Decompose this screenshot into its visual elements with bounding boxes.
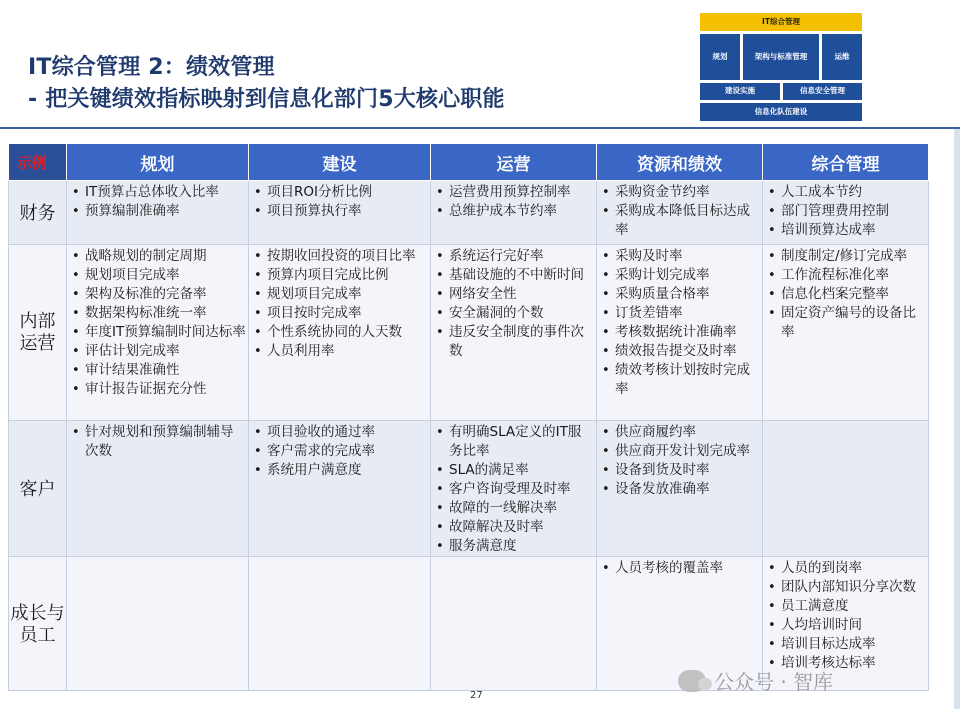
kpi-item: • 项目按时完成率 xyxy=(249,304,428,323)
kpi-item: • 员工满意度 xyxy=(763,597,926,616)
kpi-list xyxy=(67,247,248,399)
title-line-1: IT综合管理 2：绩效管理 xyxy=(28,55,275,80)
cell-construction xyxy=(249,421,431,557)
example-label: 示例 xyxy=(9,144,67,181)
wechat-icon xyxy=(678,670,706,692)
kpi-item: • 总维护成本节约率 xyxy=(431,202,594,221)
kpi-item: • 绩效报告提交及时率 xyxy=(597,342,760,361)
row-label: 内部运营 xyxy=(9,245,67,421)
cell-resources-performance xyxy=(597,245,763,421)
side-strip xyxy=(954,129,960,709)
kpi-item: • 故障解决及时率 xyxy=(431,518,594,537)
kpi-item: • 客户咨询受理及时率 xyxy=(431,480,594,499)
kpi-list xyxy=(763,247,928,342)
kpi-item: • 服务满意度 xyxy=(431,537,594,556)
kpi-list xyxy=(249,423,430,480)
row-finance xyxy=(9,181,929,245)
kpi-item: • 项目预算执行率 xyxy=(249,202,428,221)
kpi-item: • 设备发放准确率 xyxy=(597,480,760,499)
kpi-item: • 系统运行完好率 xyxy=(431,247,594,266)
mini-col1: 规划 xyxy=(700,34,740,80)
page-number: 27 xyxy=(470,690,483,701)
cell-operations xyxy=(431,181,597,245)
mini-row3: 信息化队伍建设 xyxy=(700,103,862,121)
header-row xyxy=(9,144,929,181)
cell-general-management xyxy=(763,245,929,421)
kpi-item: • 人工成本节约 xyxy=(763,183,926,202)
kpi-item: • 评估计划完成率 xyxy=(67,342,246,361)
kpi-item: • 订货差错率 xyxy=(597,304,760,323)
mini-col3: 运维 xyxy=(822,34,862,80)
kpi-item: • 制度制定/修订完成率 xyxy=(763,247,926,266)
kpi-item: • 客户需求的完成率 xyxy=(249,442,428,461)
kpi-item: • SLA的满足率 xyxy=(431,461,594,480)
kpi-item: • 按期收回投资的项目比率 xyxy=(249,247,428,266)
kpi-item: • 故障的一线解决率 xyxy=(431,499,594,518)
kpi-item: • 安全漏洞的个数 xyxy=(431,304,594,323)
kpi-item: • 规划项目完成率 xyxy=(67,266,246,285)
kpi-item: • 预算编制准确率 xyxy=(67,202,246,221)
kpi-item: • 采购计划完成率 xyxy=(597,266,760,285)
title-line-2: - 把关键绩效指标映射到信息化部门5大核心职能 xyxy=(28,87,505,112)
kpi-item: • 绩效考核计划按时完成率 xyxy=(597,361,760,399)
kpi-item: • 信息化档案完整率 xyxy=(763,285,926,304)
kpi-list xyxy=(763,183,928,240)
kpi-item: • 有明确SLA定义的IT服务比率 xyxy=(431,423,594,461)
kpi-list xyxy=(597,559,762,578)
kpi-item: • 项目ROI分析比例 xyxy=(249,183,428,202)
kpi-item: • 培训预算达成率 xyxy=(763,221,926,240)
cell-planning xyxy=(67,421,249,557)
watermark xyxy=(678,666,833,695)
kpi-item: • 基础设施的不中断时间 xyxy=(431,266,594,285)
kpi-list xyxy=(431,247,596,361)
kpi-item: • 采购成本降低目标达成率 xyxy=(597,202,760,240)
kpi-item: • 审计报告证据充分性 xyxy=(67,380,246,399)
header-operations: 运营 xyxy=(431,144,597,181)
cell-general-management xyxy=(763,181,929,245)
cell-resources-performance xyxy=(597,181,763,245)
kpi-list xyxy=(67,183,248,221)
page-title xyxy=(28,52,505,116)
cell-planning xyxy=(67,245,249,421)
kpi-item: • 项目验收的通过率 xyxy=(249,423,428,442)
kpi-item: • 供应商履约率 xyxy=(597,423,760,442)
kpi-item: • 采购质量合格率 xyxy=(597,285,760,304)
cell-operations xyxy=(431,245,597,421)
cell-operations xyxy=(431,557,597,691)
kpi-item: • 违反安全制度的事件次数 xyxy=(431,323,594,361)
kpi-item: • 系统用户满意度 xyxy=(249,461,428,480)
kpi-item: • 人员的到岗率 xyxy=(763,559,926,578)
kpi-item: • 供应商开发计划完成率 xyxy=(597,442,760,461)
it-management-mini-diagram xyxy=(700,13,862,121)
row-label: 成长与员工 xyxy=(9,557,67,691)
kpi-item: • 数据架构标准统一率 xyxy=(67,304,246,323)
kpi-item: • 工作流程标准化率 xyxy=(763,266,926,285)
kpi-item: • 规划项目完成率 xyxy=(249,285,428,304)
header-resources-performance: 资源和绩效 xyxy=(597,144,763,181)
header-construction: 建设 xyxy=(249,144,431,181)
header-general-management: 综合管理 xyxy=(763,144,929,181)
kpi-item: • 网络安全性 xyxy=(431,285,594,304)
row-label: 客户 xyxy=(9,421,67,557)
kpi-list xyxy=(431,423,596,556)
watermark-text: 公众号 · 智库 xyxy=(714,670,834,694)
cell-operations xyxy=(431,421,597,557)
row-internal-ops xyxy=(9,245,929,421)
cell-planning xyxy=(67,557,249,691)
kpi-item: • 年度IT预算编制时间达标率 xyxy=(67,323,246,342)
cell-planning xyxy=(67,181,249,245)
kpi-item: • 人均培训时间 xyxy=(763,616,926,635)
kpi-list xyxy=(597,423,762,499)
kpi-list xyxy=(67,423,248,461)
kpi-item: • 培训目标达成率 xyxy=(763,635,926,654)
kpi-item: • 团队内部知识分享次数 xyxy=(763,578,926,597)
kpi-item: • 设备到货及时率 xyxy=(597,461,760,480)
cell-construction xyxy=(249,245,431,421)
row-customer xyxy=(9,421,929,557)
kpi-list xyxy=(431,183,596,221)
kpi-list xyxy=(249,247,430,361)
kpi-list xyxy=(249,183,430,221)
kpi-item: • 采购及时率 xyxy=(597,247,760,266)
mini-col2: 架构与标准管理 xyxy=(743,34,819,80)
kpi-list xyxy=(597,183,762,240)
cell-construction xyxy=(249,181,431,245)
kpi-item: • 培训考核达标率 xyxy=(763,654,926,673)
kpi-item: • 固定资产编号的设备比率 xyxy=(763,304,926,342)
kpi-item: • 审计结果准确性 xyxy=(67,361,246,380)
kpi-list xyxy=(597,247,762,399)
kpi-list xyxy=(763,559,928,673)
kpi-item: • 战略规划的制定周期 xyxy=(67,247,246,266)
header-planning: 规划 xyxy=(67,144,249,181)
kpi-table xyxy=(8,143,929,691)
kpi-item: • 考核数据统计准确率 xyxy=(597,323,760,342)
kpi-item: • 架构及标准的完备率 xyxy=(67,285,246,304)
kpi-item: • 个性系统协同的人天数 xyxy=(249,323,428,342)
row-label: 财务 xyxy=(9,181,67,245)
kpi-item: • 运营费用预算控制率 xyxy=(431,183,594,202)
title-rule xyxy=(0,127,960,129)
cell-general-management xyxy=(763,421,929,557)
kpi-item: • 部门管理费用控制 xyxy=(763,202,926,221)
kpi-item: • 针对规划和预算编制辅导次数 xyxy=(67,423,246,461)
kpi-item: • 人员利用率 xyxy=(249,342,428,361)
kpi-item: • 采购资金节约率 xyxy=(597,183,760,202)
mini-row2a: 建设实施 xyxy=(700,83,780,100)
kpi-item: • 预算内项目完成比例 xyxy=(249,266,428,285)
cell-construction xyxy=(249,557,431,691)
kpi-item: • IT预算占总体收入比率 xyxy=(67,183,246,202)
cell-resources-performance xyxy=(597,421,763,557)
mini-top: IT综合管理 xyxy=(700,13,862,31)
mini-row2b: 信息安全管理 xyxy=(783,83,862,100)
kpi-item: • 人员考核的覆盖率 xyxy=(597,559,760,578)
